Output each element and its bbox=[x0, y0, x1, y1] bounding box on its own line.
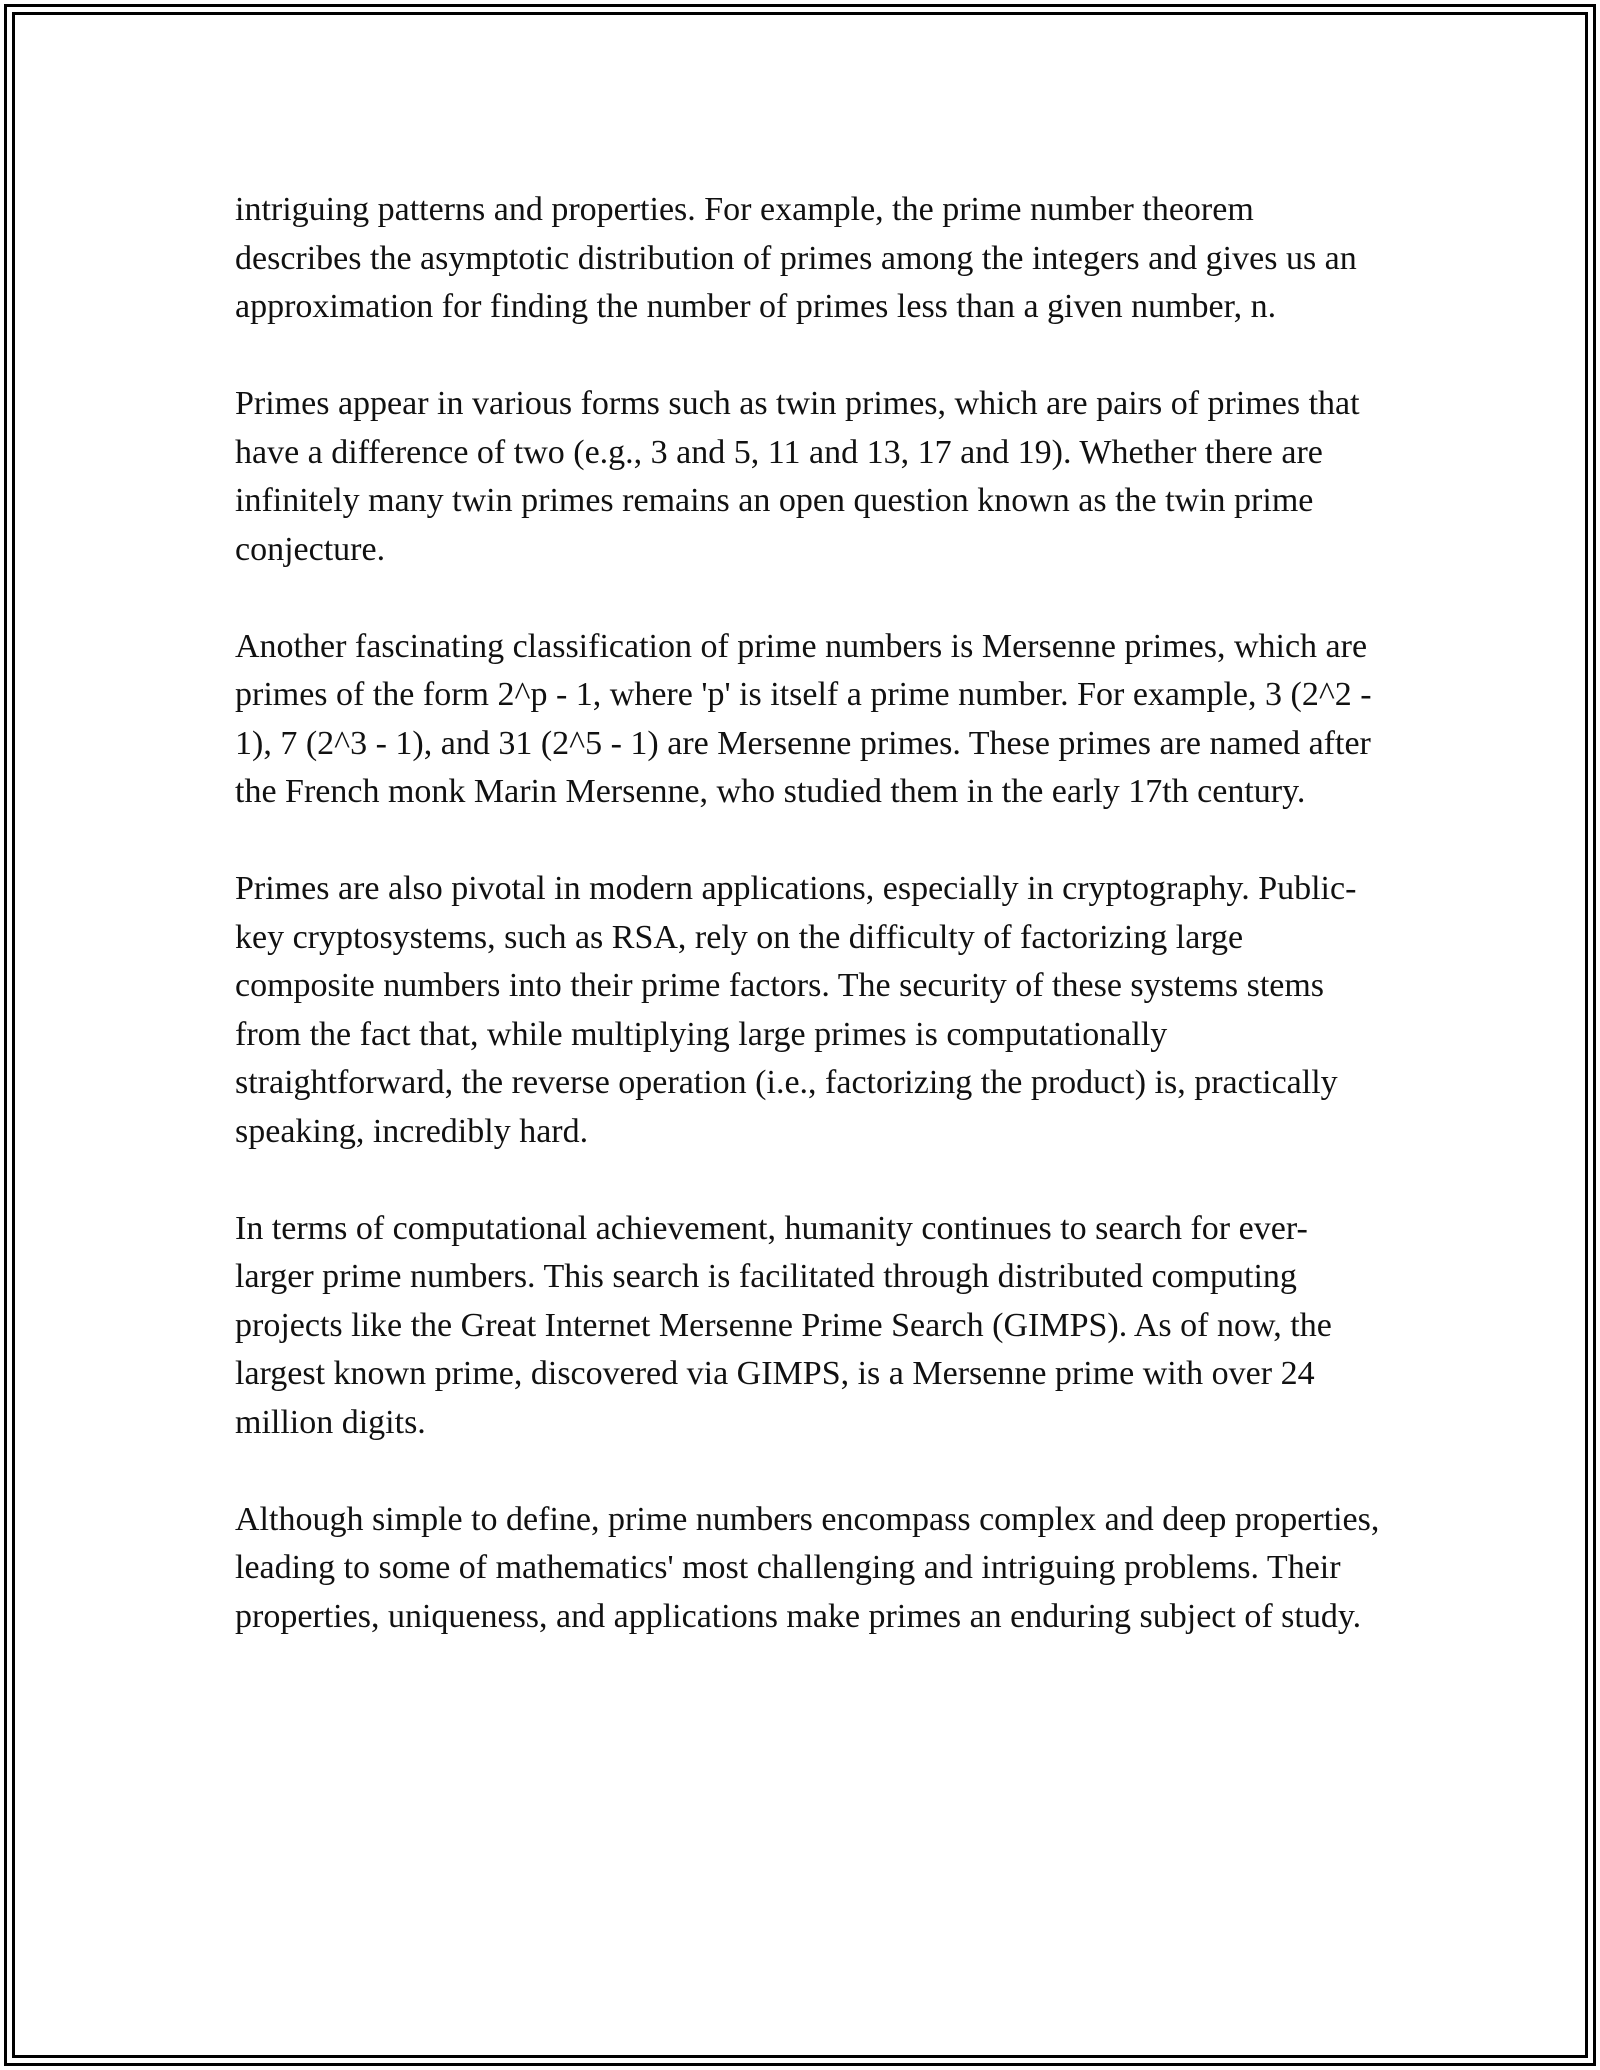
paragraph-conclusion: Although simple to define, prime numbers encompass complex and deep properties, leading to some of mathematics' most challenging and intriguing problems. Their properties, uniqueness, and applications make primes an enduring subject of study. bbox=[235, 1500, 1380, 1635]
paragraph-gimps: In terms of computational achievement, humanity continues to search for ever-larger prime numbers. This search is facilitated through distributed computing projects like the Great Internet Mersenne Prime Search (GIMPS). As of now, the largest known prime, discovered via GIMPS, is a Mersenne prime with over 24 million digits. bbox=[235, 1209, 1332, 1441]
paragraph-prime-number-theorem: intriguing patterns and properties. For example, the prime number theorem describes the asymptotic distribution of primes among the integers and gives us an approximation for finding the number of primes less than a given number, n. bbox=[235, 191, 1357, 325]
paragraph-cryptography: Primes are also pivotal in modern applications, especially in cryptography. Public-key cryptosystems, such as RSA, rely on the difficulty of factorizing large composite numbers into their prime factors. The security of these systems stems from the fact that, while multiplying large primes is computationally straightforward, the reverse operation (i.e., factorizing the product) is, practically speaking, incredibly hard. bbox=[235, 870, 1357, 1150]
paragraph-twin-primes: Primes appear in various forms such as twin primes, which are pairs of primes that have a difference of two (e.g., 3 and 5, 11 and 13, 17 and 19). Whether there are infinitely many twin primes remains an open question known as the twin prime conjecture. bbox=[235, 385, 1360, 568]
document-body bbox=[235, 186, 1385, 1690]
paragraph-mersenne-primes: Another fascinating classification of prime numbers is Mersenne primes, which are primes of the form 2^p - 1, where 'p' is itself a prime number. For example, 3 (2^2 - 1), 7 (2^3 - 1), and 31 (2^5 - 1) are Mersenne primes. These primes are named after the French monk Marin Mersenne, who studied them in the early 17th century. bbox=[235, 627, 1372, 810]
